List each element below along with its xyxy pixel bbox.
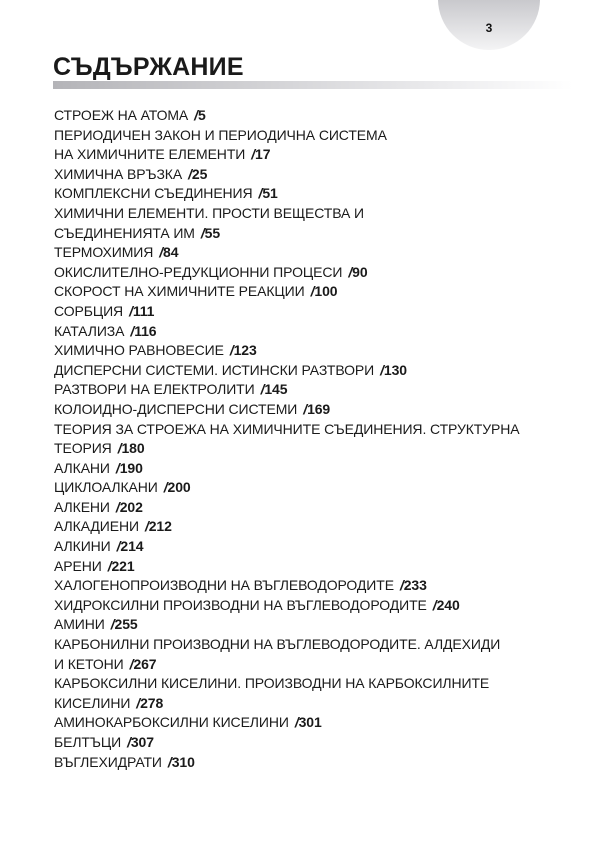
toc-entry-title: АМИНИ <box>54 616 105 633</box>
page-ref-number: 202 <box>119 498 143 515</box>
toc-entry-title: СЪЕДИНЕНИЯТА ИМ <box>54 224 195 241</box>
page-prefix: / <box>258 185 263 202</box>
toc-entry-title: ХИДРОКСИЛНИ ПРОИЗВОДНИ НА ВЪГЛЕВОДОРОДИТЕ <box>54 596 427 613</box>
toc-entry[interactable] <box>54 596 574 616</box>
table-of-contents <box>54 106 574 772</box>
toc-entry[interactable] <box>54 655 574 675</box>
toc-entry-page <box>188 166 207 182</box>
page-ref-number: 111 <box>132 302 155 319</box>
toc-entry-title: СКОРОСТ НА ХИМИЧНИТЕ РЕАКЦИИ <box>54 283 305 300</box>
toc-entry-title: БЕЛТЪЦИ <box>54 734 122 750</box>
toc-entry-title: ПЕРИОДИЧЕН ЗАКОН И ПЕРИОДИЧНА СИСТЕМА <box>54 126 387 143</box>
page-prefix: / <box>380 361 384 378</box>
page-prefix: / <box>294 714 299 731</box>
toc-entry-title: КАТАЛИЗА <box>54 322 125 339</box>
toc-entry-title: АМИНОКАРБОКСИЛНИ КИСЕЛИНИ <box>54 714 289 731</box>
page-ref-number: 25 <box>191 165 208 182</box>
toc-entry-page <box>145 518 172 534</box>
toc-entry-page <box>129 303 154 319</box>
toc-entry-page <box>111 616 138 632</box>
toc-entry-page <box>261 381 288 397</box>
page-prefix: / <box>159 244 164 261</box>
toc-entry[interactable] <box>54 635 574 655</box>
page-ref-number: 51 <box>262 185 278 202</box>
page-prefix: / <box>310 283 315 300</box>
toc-entry[interactable] <box>54 537 574 557</box>
page-ref-number: 212 <box>148 518 172 535</box>
toc-entry-title: КОМПЛЕКСНИ СЪЕДИНЕНИЯ <box>54 185 253 202</box>
toc-entry-title: ХИМИЧНА ВРЪЗКА <box>54 165 183 182</box>
page-ref-number: 5 <box>197 107 206 123</box>
toc-entry[interactable] <box>54 341 574 361</box>
page-prefix: / <box>115 459 120 476</box>
toc-entry-title: ХАЛОГЕНОПРОИЗВОДНИ НА ВЪГЛЕВОДОРОДИТЕ <box>54 577 394 594</box>
toc-entry-page <box>251 146 270 162</box>
toc-entry-title: ЦИКЛОАЛКАНИ <box>54 479 158 496</box>
page-ref-number: 84 <box>163 244 179 261</box>
toc-entry[interactable] <box>54 302 574 322</box>
toc-entry-page <box>259 185 278 201</box>
toc-entry[interactable] <box>54 126 574 146</box>
page-prefix: / <box>188 165 192 182</box>
toc-entry-title: АРЕНИ <box>54 557 102 574</box>
toc-entry-title: ХИМИЧНИ ЕЛЕМЕНТИ. ПРОСТИ ВЕЩЕСТВА И <box>54 204 365 221</box>
page-ref-number: 169 <box>307 400 331 417</box>
toc-entry[interactable] <box>54 361 574 381</box>
page-ref-number: 17 <box>255 146 271 163</box>
toc-entry-title: АЛКАНИ <box>54 459 110 476</box>
page-ref-number: 123 <box>233 342 257 359</box>
toc-entry-title: КАРБОНИЛНИ ПРОИЗВОДНИ НА ВЪГЛЕВОДОРОДИТЕ. АЛДЕХИДИ <box>54 636 501 653</box>
toc-entry[interactable] <box>54 106 574 126</box>
toc-entry[interactable] <box>54 400 574 420</box>
page-prefix: / <box>432 596 437 613</box>
page-ref-number: 55 <box>204 224 221 241</box>
page-ref-number: 278 <box>140 694 164 711</box>
toc-entry-page <box>295 714 322 730</box>
page-prefix: / <box>260 381 265 398</box>
toc-entry-page <box>168 754 195 770</box>
toc-entry[interactable] <box>54 282 574 302</box>
toc-entry-title: ХИМИЧНО РАВНОВЕСИЕ <box>54 342 224 359</box>
page-prefix: / <box>136 694 141 711</box>
toc-entry-page <box>433 597 460 613</box>
page-ref-number: 100 <box>314 283 338 300</box>
page-prefix: / <box>163 479 168 496</box>
toc-entry[interactable] <box>54 243 574 263</box>
toc-entry-title: И КЕТОНИ <box>54 655 124 672</box>
page-ref-number: 200 <box>167 479 191 496</box>
toc-entry-page <box>117 538 144 554</box>
toc-entry[interactable] <box>54 498 574 518</box>
toc-entry[interactable] <box>54 517 574 537</box>
toc-entry[interactable] <box>54 224 574 244</box>
page-prefix: / <box>251 146 256 163</box>
toc-entry-title: ТЕОРИЯ <box>54 440 112 457</box>
toc-entry-page <box>311 283 338 299</box>
page-ref-number: 301 <box>298 714 322 731</box>
toc-entry[interactable] <box>54 576 574 596</box>
toc-entry[interactable] <box>54 145 574 165</box>
toc-entry-title: СТРОЕЖ НА АТОМА <box>54 107 189 123</box>
toc-entry-page <box>127 734 154 750</box>
page-ref-number: 214 <box>120 538 144 555</box>
page-prefix: / <box>144 518 149 535</box>
toc-entry-title: ОКИСЛИТЕЛНО-РЕДУКЦИОННИ ПРОЦЕСИ <box>54 263 343 280</box>
page-ref-number: 116 <box>134 322 157 339</box>
toc-entry-title: АЛКЕНИ <box>54 498 110 515</box>
toc-entry-title: СОРБЦИЯ <box>54 302 124 319</box>
toc-entry[interactable] <box>54 674 574 694</box>
page-ref-number: 267 <box>133 655 157 672</box>
toc-entry-title: АЛКАДИЕНИ <box>54 518 139 535</box>
toc-entry-title: НА ХИМИЧНИТЕ ЕЛЕМЕНТИ <box>54 146 246 163</box>
toc-entry-page <box>116 460 143 476</box>
page-prefix: / <box>229 342 234 359</box>
page-prefix: / <box>130 322 135 339</box>
toc-entry-title: КОЛОИДНО-ДИСПЕРСНИ СИСТЕМИ <box>54 400 298 417</box>
toc-entry-page <box>159 244 178 260</box>
toc-entry-title: АЛКИНИ <box>54 538 111 555</box>
toc-entry-title: ДИСПЕРСНИ СИСТЕМИ. ИСТИНСКИ РАЗТВОРИ <box>54 361 375 378</box>
page-ref-number: 130 <box>383 361 407 378</box>
page-ref-number: 307 <box>130 734 154 750</box>
page-ref-number: 180 <box>121 440 145 457</box>
page-prefix: / <box>127 734 131 750</box>
page-ref-number: 255 <box>114 616 138 633</box>
toc-entry-page <box>118 440 145 456</box>
title-underline-bar <box>53 81 573 89</box>
toc-entry[interactable] <box>54 694 574 714</box>
toc-entry-title: ВЪГЛЕХИДРАТИ <box>54 753 162 770</box>
toc-entry[interactable] <box>54 322 574 342</box>
toc-entry-page <box>400 577 427 593</box>
toc-entry-title: ТЕОРИЯ ЗА СТРОЕЖА НА ХИМИЧНИТЕ СЪЕДИНЕНИЯ. СТРУКТУРНА <box>54 420 520 437</box>
toc-entry[interactable] <box>54 263 574 283</box>
page-ref-number: 240 <box>436 596 460 613</box>
page-prefix: / <box>200 224 205 241</box>
toc-entry-page <box>230 342 257 358</box>
page-prefix: / <box>129 655 134 672</box>
toc-entry-page <box>136 695 163 711</box>
page-title: СЪДЪРЖАНИЕ <box>53 53 244 81</box>
page-ref-number: 221 <box>111 557 135 574</box>
toc-entry-page <box>303 401 330 417</box>
page-prefix: / <box>399 577 404 594</box>
toc-entry-title: РАЗТВОРИ НА ЕЛЕКТРОЛИТИ <box>54 381 255 398</box>
page-prefix: / <box>110 616 115 633</box>
page-ref-number: 233 <box>403 577 427 594</box>
toc-entry-page <box>348 264 367 280</box>
toc-entry-page <box>108 558 135 574</box>
page-prefix: / <box>115 498 120 515</box>
toc-entry[interactable] <box>54 713 574 733</box>
page-prefix: / <box>194 107 198 123</box>
toc-entry[interactable] <box>54 184 574 204</box>
toc-entry-page <box>116 499 143 515</box>
page-prefix: / <box>303 400 308 417</box>
page-prefix: / <box>117 440 122 457</box>
toc-entry[interactable] <box>54 204 574 224</box>
toc-entry-title: КАРБОКСИЛНИ КИСЕЛИНИ. ПРОИЗВОДНИ НА КАРБОКСИЛНИТЕ <box>54 675 490 692</box>
page-ref-number: 145 <box>264 381 288 398</box>
toc-entry-title: ТЕРМОХИМИЯ <box>54 244 154 261</box>
toc-entry-page <box>201 225 220 241</box>
toc-entry[interactable] <box>54 165 574 185</box>
toc-entry[interactable] <box>54 557 574 577</box>
toc-entry[interactable] <box>54 439 574 459</box>
toc-entry[interactable] <box>54 380 574 400</box>
page-prefix: / <box>116 538 121 555</box>
page-prefix: / <box>107 557 112 574</box>
page-prefix: / <box>348 263 353 280</box>
toc-entry[interactable] <box>54 459 574 479</box>
page-number: 3 <box>485 21 493 35</box>
page-ref-number: 190 <box>119 459 143 476</box>
page-prefix: / <box>167 753 172 770</box>
toc-entry-page <box>164 479 191 495</box>
page-prefix: / <box>129 302 133 319</box>
toc-entry[interactable] <box>54 478 574 498</box>
toc-entry[interactable] <box>54 615 574 635</box>
toc-entry[interactable] <box>54 420 574 440</box>
toc-entry-page <box>130 323 156 339</box>
toc-entry-page <box>194 107 205 123</box>
toc-entry[interactable] <box>54 733 574 753</box>
page-ref-number: 310 <box>171 753 195 770</box>
toc-entry-title: КИСЕЛИНИ <box>54 694 131 711</box>
toc-entry-page <box>380 362 407 378</box>
toc-entry-page <box>130 656 157 672</box>
toc-entry[interactable] <box>54 753 574 773</box>
page-ref-number: 90 <box>352 263 368 280</box>
